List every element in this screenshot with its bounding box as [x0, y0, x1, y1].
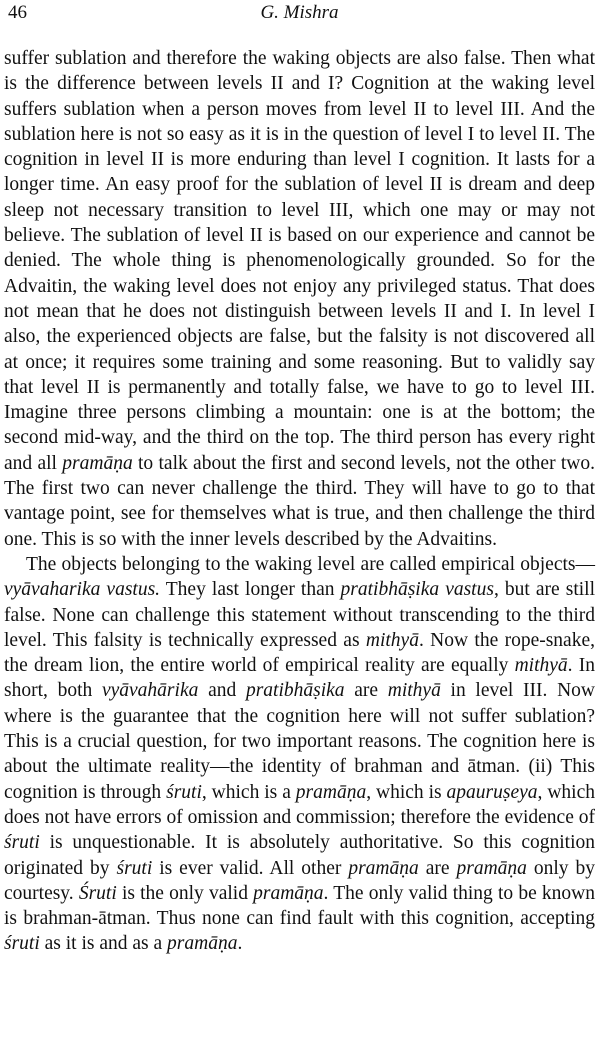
text-run: in level III. Now where is the guarantee that the cognition here will not suffer sublation? This is a crucial question, for two important reasons. The cognition here is about the ultimate reality—the identity of brahman and ātman. (ii) This cognition is through — [4, 680, 596, 803]
text-run: The objects belonging to the waking level are called empirical objects— — [26, 553, 595, 575]
running-head-author: G. Mishra — [260, 2, 339, 23]
italic-term: mithyā — [514, 655, 568, 677]
text-run: , which is — [366, 781, 447, 803]
italic-term: śruti — [166, 781, 202, 803]
text-run: , which does not have errors of omission and commission; therefore the evidence of — [4, 781, 595, 828]
italic-term: śruti — [116, 857, 153, 879]
text-run: They last longer than — [160, 579, 341, 601]
text-run: , which is a — [201, 781, 296, 803]
italic-term: mithyā — [365, 629, 419, 651]
italic-term: mithyā — [387, 680, 441, 702]
page-header — [4, 0, 595, 40]
italic-term: pramāṇa — [253, 882, 324, 904]
text-run: . In short, both — [4, 655, 595, 702]
italic-term: Śruti — [78, 882, 117, 904]
paragraph-2 — [4, 552, 595, 957]
text-run: to talk about the first and second levels, not the other two. The first two can never challenge the third. They will have to go to that vantage point, see for themselves what is true, and then challenge the third one. This is so with the inner levels described by the Advaitins. — [4, 452, 595, 550]
italic-term: pramāṇa — [295, 781, 367, 803]
text-run: is ever valid. All other — [152, 857, 349, 879]
italic-term: śruti — [4, 832, 40, 854]
italic-term: pramāṇa — [62, 452, 133, 474]
italic-term: pramāṇa — [167, 933, 238, 955]
italic-term: vyāvaharika vastus. — [4, 579, 161, 601]
text-run: , but are still false. None can challenge this statement without transcending to the third level. This falsity is technically expressed as — [4, 579, 595, 651]
text-run: . — [237, 933, 243, 955]
text-run: suffer sublation and therefore the waking objects are also false. Then what is the difference between levels II and I? Cognition at the waking level suffers sublation when a person moves from level II to level III. And the sublation here is not so easy as it is in the question of level I to level II. The cognition in level II is more enduring than level I cognition. It lasts for a longer time. An easy proof for the sublation of level II is dream and deep sleep not necessary transition to level III, which one may or may not believe. The sublation of level II is based on our experience and cannot be denied. The whole thing is phenomenologically grounded. So for the Advaitin, the waking level does not enjoy any privileged status. That does not mean that he does not distinguish between levels II and I. In level I also, the experienced objects are false, but the falsity is not discovered all at once; it requires some training and some reasoning. But to validly say that level II is permanently and totally false, we have to go to level III. Imagine three persons climbing a mountain: one is at the bottom; the second mid-way, and the third on the top. The third person has every right and all — [4, 48, 595, 474]
italic-term: śruti — [4, 933, 40, 955]
text-run: are — [418, 857, 457, 879]
body-text — [4, 46, 595, 957]
italic-term: apauruṣeya — [446, 781, 538, 803]
paragraph-1 — [4, 46, 595, 552]
text-run: is the only valid — [116, 882, 254, 904]
italic-term: pratibhāṣika — [245, 680, 345, 702]
italic-term: pramāṇa — [456, 857, 527, 879]
text-run: only by courtesy. — [4, 857, 596, 904]
text-run: . The only valid thing to be known is brahman-ātman. Thus none can find fault with this cognition, accepting — [4, 882, 595, 930]
italic-term: pratibhāṣika vastus — [340, 579, 494, 601]
text-run: . Now the rope-snake, the dream lion, the entire world of empirical reality are equally — [4, 629, 595, 677]
italic-term: pramāṇa — [348, 857, 419, 879]
text-run: are — [344, 680, 388, 702]
text-run: is unquestionable. It is absolutely authoritative. So this cognition originated by — [4, 832, 595, 879]
text-run: and — [198, 680, 246, 702]
text-run: as it is and as a — [39, 933, 168, 955]
page-number: 46 — [8, 2, 27, 23]
italic-term: vyāvahārika — [101, 680, 199, 702]
